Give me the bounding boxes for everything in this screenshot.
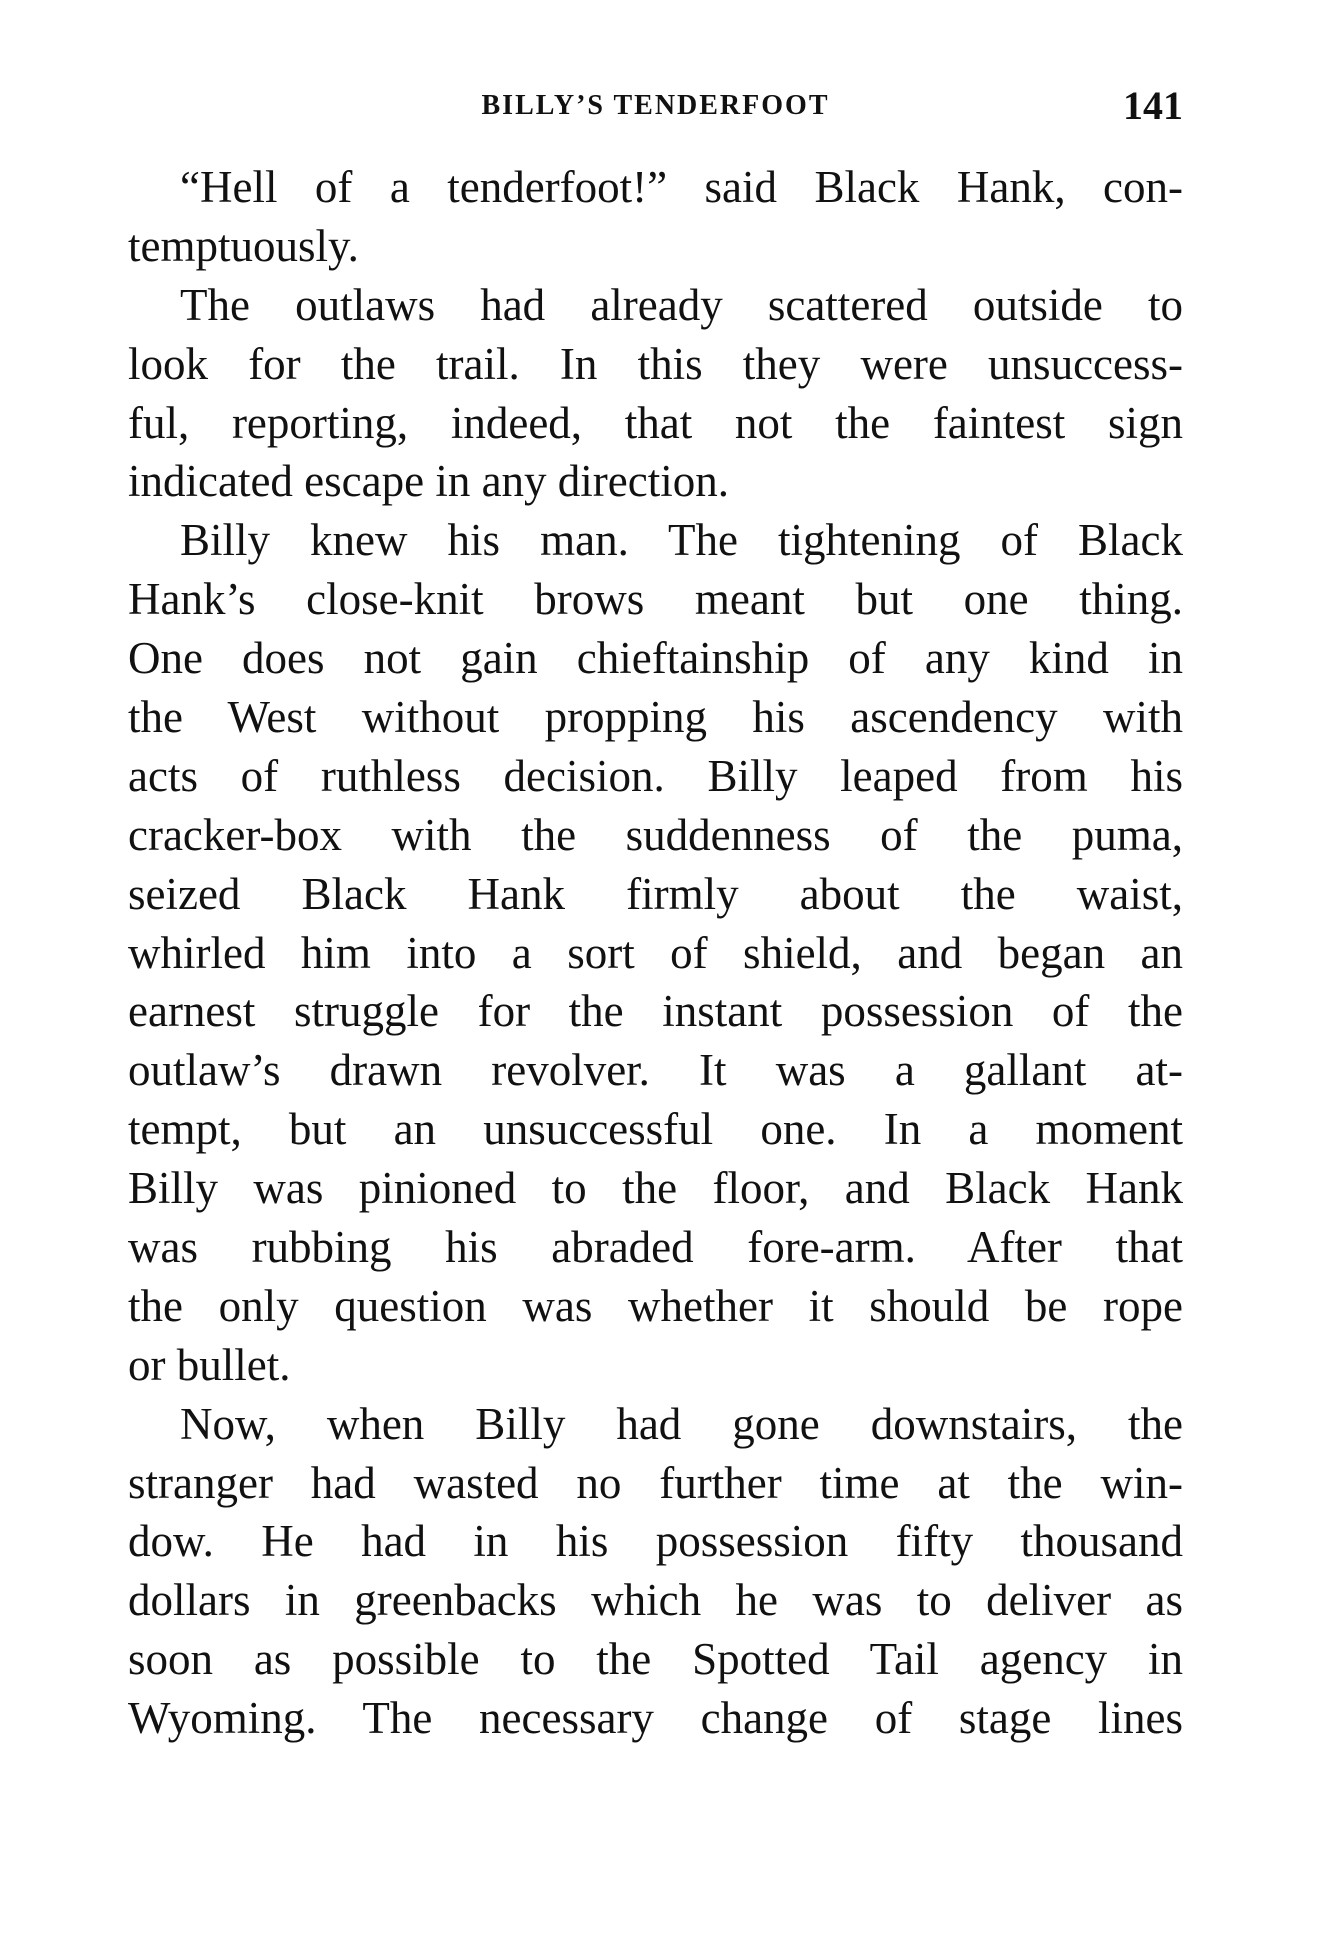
running-title: BILLY’S TENDERFOOT (481, 90, 830, 121)
text-line: temptuously. (128, 220, 359, 271)
text-line: ful, reporting, indeed, that not the faintest sign (128, 397, 1183, 448)
text-line: the West without propping his ascendency with (128, 692, 1183, 743)
text-line: Billy knew his man. The tightening of Black (180, 515, 1183, 566)
text-line: cracker-box with the suddenness of the puma, (128, 809, 1183, 860)
text-line: Billy was pinioned to the floor, and Black Hank (128, 1163, 1183, 1214)
text-line: whirled him into a sort of shield, and began an (128, 927, 1183, 978)
text-line: Now, when Billy had gone downstairs, the (180, 1398, 1183, 1449)
text-line: earnest struggle for the instant possession of the (128, 986, 1183, 1037)
text-line: or bullet. (128, 1339, 291, 1390)
text-line: dollars in greenbacks which he was to deliver as (128, 1575, 1183, 1626)
text-line: acts of ruthless decision. Billy leaped from his (128, 750, 1183, 801)
running-head (128, 82, 1183, 132)
text-line: Wyoming. The necessary change of stage lines (128, 1693, 1183, 1744)
text-line: seized Black Hank firmly about the waist, (128, 868, 1183, 919)
text-line: tempt, but an unsuccessful one. In a moment (128, 1104, 1183, 1155)
text-line: indicated escape in any direction. (128, 456, 729, 507)
text-line: the only question was whether it should be rope (128, 1280, 1183, 1331)
text-line: “Hell of a tenderfoot!” said Black Hank, con- (180, 162, 1183, 212)
page-number: 141 (1123, 83, 1183, 128)
text-line: outlaw’s drawn revolver. It was a gallant at- (128, 1045, 1183, 1096)
text-line: look for the trail. In this they were unsuccess- (128, 338, 1183, 389)
text-line: The outlaws had already scattered outside to (180, 279, 1183, 330)
text-line: dow. He had in his possession fifty thousand (128, 1516, 1183, 1567)
text-line: was rubbing his abraded fore-arm. After that (128, 1222, 1183, 1273)
text-line: soon as possible to the Spotted Tail agency in (128, 1634, 1183, 1685)
text-line: Hank’s close-knit brows meant but one thing. (128, 574, 1183, 625)
text-line: stranger had wasted no further time at the win- (128, 1457, 1183, 1508)
body-text (128, 158, 1183, 1748)
text-line: One does not gain chieftainship of any kind in (128, 633, 1183, 684)
